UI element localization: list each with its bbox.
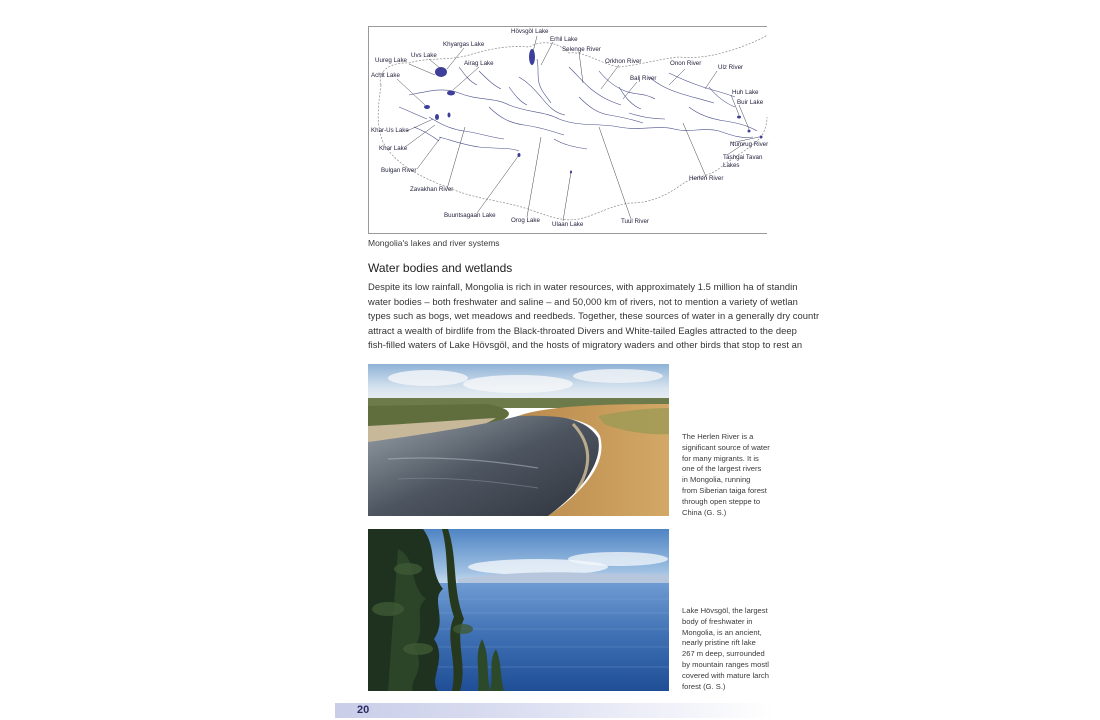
caption-line: Mongolia, is an ancient,: [682, 627, 762, 637]
caption-line: covered with mature larch: [682, 670, 769, 680]
map-label-balj-river: Balj River: [630, 75, 657, 82]
section-heading: Water bodies and wetlands: [368, 261, 513, 275]
body-line: Despite its low rainfall, Mongolia is rich in water resources, with approximately 1.5 million ha of standin: [368, 281, 798, 292]
map-label-orog-lake: Orog Lake: [511, 217, 540, 224]
map-label-orkhon-river: Orkhon River: [605, 58, 642, 65]
caption-line: nearly pristine rift lake: [682, 638, 756, 648]
map-label-herlen-river: Herlen River: [689, 175, 724, 182]
map-label-tashgai-lakes: Lakes: [723, 162, 740, 169]
caption-line: by mountain ranges mostl: [682, 659, 769, 669]
lakes-rivers-map: [368, 26, 767, 234]
map-label-ulz-river: Ulz River: [718, 64, 744, 71]
page-number: 20: [357, 704, 370, 716]
map-label-airag-lake: Airag Lake: [464, 60, 494, 67]
map-label-hovsgol-lake: Hövsgöl Lake: [511, 28, 549, 35]
body-line: water bodies – both freshwater and saline – and 50,000 km of rivers, not to mention a variety of wetlan: [368, 295, 798, 307]
caption-line: for many migrants. It is: [682, 453, 759, 463]
map-caption: Mongolia's lakes and river systems: [368, 238, 500, 248]
map-label-khar-lake: Khar Lake: [379, 145, 408, 152]
map-label-tashgai-tavan: Tashgai Tavan: [723, 154, 763, 161]
caption-line: The Herlen River is a: [682, 432, 754, 441]
map-label-erhil-lake: Erhil Lake: [550, 36, 578, 43]
map-label-ulaan-lake: Ulaan Lake: [552, 221, 584, 228]
caption-line: from Siberian taiga forest: [682, 485, 767, 495]
map-label-uvs-lake: Uvs Lake: [411, 52, 437, 59]
caption-line: one of the largest rivers: [682, 464, 762, 474]
caption-line: through open steppe to: [682, 496, 761, 506]
lake-hovsgol-photo: [368, 529, 669, 691]
map-label-huh-lake: Huh Lake: [732, 89, 759, 96]
caption-line: 267 m deep, surrounded: [682, 649, 765, 659]
caption-line: significant source of water: [682, 442, 770, 452]
body-line: fish-filled waters of Lake Hövsgöl, and the hosts of migratory waders and other birds that stop to rest an: [368, 339, 803, 351]
map-label-bulgan-river: Bulgan River: [381, 167, 417, 174]
caption-line: forest (G. S.): [682, 681, 726, 691]
footer-bar: [335, 703, 775, 718]
body-line: attract a wealth of birdlife from the Black-throated Divers and White-tailed Eagles attracted to the deep: [368, 324, 797, 336]
map-label-tuul-river: Tuul River: [621, 218, 649, 225]
lake-hovsgol-caption: [682, 606, 772, 696]
caption-line: Lake Hövsgöl, the largest: [682, 606, 768, 615]
map-label-uureg-lake: Uureg Lake: [375, 57, 407, 64]
body-line: types such as bogs, wet meadows and reedbeds. Together, these sources of water in a generally dry countr: [368, 310, 820, 322]
caption-line: in Mongolia, running: [682, 475, 751, 485]
map-label-buir-lake: Buir Lake: [737, 99, 764, 106]
section-body: [368, 280, 820, 356]
map-label-achit-lake: Achit Lake: [371, 72, 400, 79]
map-label-khyargas-lake: Khyargas Lake: [443, 41, 485, 48]
national-border-south: [378, 85, 767, 220]
herlen-river-photo: [368, 364, 669, 516]
leader-lines: [397, 36, 759, 221]
herlen-river-caption: [682, 432, 772, 522]
lakes: [424, 46, 763, 174]
map-label-onon-river: Onon River: [670, 60, 702, 67]
caption-line: China (G. S.): [682, 507, 727, 517]
caption-line: body of freshwater in: [682, 616, 753, 626]
map-label-numrug-river: Numrug River: [730, 141, 769, 148]
map-label-zavakhan-river: Zavakhan River: [410, 186, 454, 193]
map-label-selenge-river: Selenge River: [562, 46, 601, 53]
map-label-khar-us-lake: Khar-Us Lake: [371, 127, 409, 134]
river-network: [399, 59, 757, 151]
map-label-buuntsagaan-lake: Buuntsagaan Lake: [444, 212, 496, 219]
